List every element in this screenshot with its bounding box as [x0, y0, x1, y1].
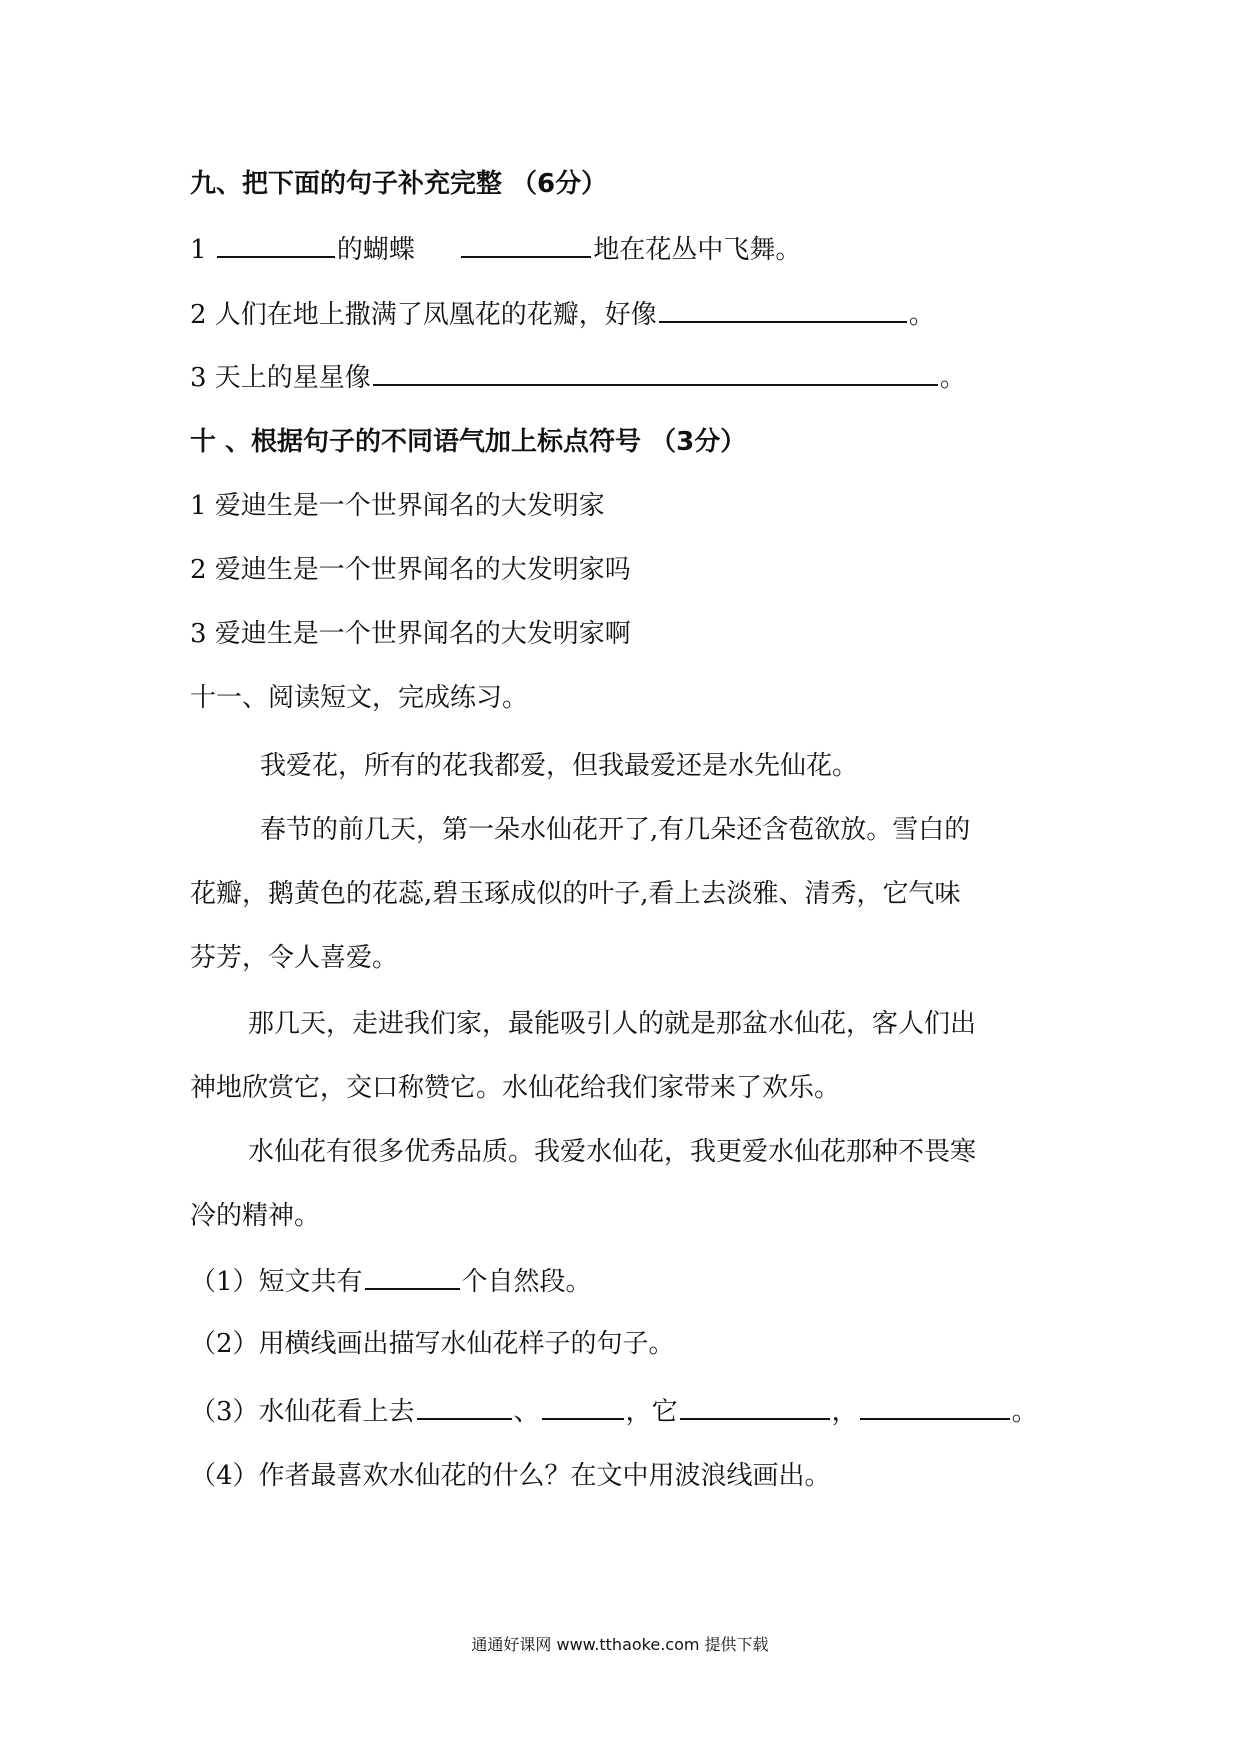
answer-blank[interactable] — [461, 230, 591, 258]
answer-blank[interactable] — [659, 295, 907, 323]
q1-text-b: 地在花丛中飞舞。 — [593, 235, 802, 265]
section10-sentence-1: 1 爱迪生是一个世界闻名的大发明家 — [190, 491, 605, 521]
answer-blank[interactable] — [542, 1392, 624, 1420]
answer-blank[interactable] — [680, 1392, 830, 1420]
q3-text: 3 天上的星星像 — [190, 363, 371, 393]
q1-text-a: 的蝴蝶 — [336, 235, 415, 265]
section11-title: 十一、阅读短文，完成练习。 — [190, 683, 529, 713]
answer-blank[interactable] — [365, 1262, 460, 1290]
passage-paragraph-4-line-2: 冷的精神。 — [190, 1201, 321, 1231]
passage-paragraph-2-line-3: 芬芳，令人喜爱。 — [190, 943, 399, 973]
answer-blank[interactable] — [217, 230, 335, 258]
section10-sentence-3: 3 爱迪生是一个世界闻名的大发明家啊 — [190, 619, 631, 649]
footer-source: 通通好课网 www.tthaoke.com 提供下载 — [471, 1635, 769, 1654]
passage-paragraph-3-line-1: 那几天，走进我们家，最能吸引人的就是那盆水仙花，客人们出 — [248, 1009, 977, 1039]
section10-title: 十 、根据句子的不同语气加上标点符号 （3分） — [190, 427, 747, 457]
q1-number: 1 — [190, 235, 207, 265]
section9-question-1 — [190, 230, 801, 268]
section10-sentence-2: 2 爱迪生是一个世界闻名的大发明家吗 — [190, 555, 631, 585]
section11-question-4: （4）作者最喜欢水仙花的什么？在文中用波浪线画出。 — [190, 1461, 831, 1491]
section11-question-3: （3）水仙花看上去 、 ，它 ， 。 — [190, 1392, 1038, 1430]
passage-paragraph-2-line-2: 花瓣，鹅黄色的花蕊,碧玉琢成似的叶子,看上去淡雅、清秀，它气味 — [190, 879, 961, 909]
section11-question-2: （2）用横线画出描写水仙花样子的句子。 — [190, 1329, 675, 1359]
answer-blank[interactable] — [373, 358, 938, 386]
passage-paragraph-1: 我爱花，所有的花我都爱，但我最爱还是水先仙花。 — [260, 751, 859, 781]
passage-paragraph-3-line-2: 神地欣赏它，交口称赞它。水仙花给我们家带来了欢乐。 — [190, 1073, 841, 1103]
answer-blank[interactable] — [860, 1392, 1010, 1420]
passage-paragraph-2-line-1: 春节的前几天，第一朵水仙花开了,有几朵还含苞欲放。雪白的 — [260, 815, 971, 845]
answer-blank[interactable] — [417, 1392, 512, 1420]
section9-question-3: 3 天上的星星像 。 — [190, 358, 966, 396]
passage-paragraph-4-line-1: 水仙花有很多优秀品质。我爱水仙花，我更爱水仙花那种不畏寒 — [248, 1137, 977, 1167]
section11-question-1: （1）短文共有 个自然段。 — [190, 1262, 592, 1300]
section9-question-2: 2 人们在地上撒满了凤凰花的花瓣，好像 。 — [190, 295, 935, 333]
section9-title: 九、把下面的句子补充完整 （6分） — [190, 169, 608, 199]
q2-text: 2 人们在地上撒满了凤凰花的花瓣，好像 — [190, 300, 657, 330]
